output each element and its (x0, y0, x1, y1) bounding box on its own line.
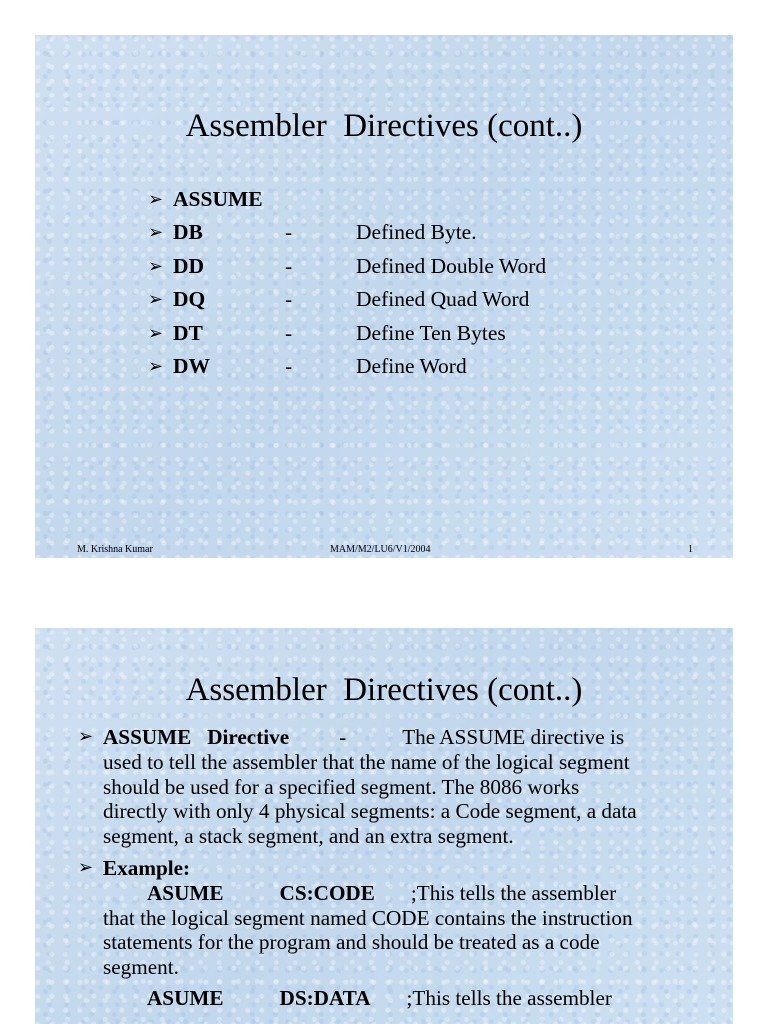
example-2-keyword: ASUME (147, 986, 224, 1011)
slide-2-title: Assembler Directives (cont..) (185, 672, 583, 708)
slide-1 (35, 35, 733, 558)
directive-description: Defined Byte. (356, 220, 477, 245)
example-1-comment: ;This tells the assembler (410, 880, 617, 905)
footer-author: M. Krishna Kumar (77, 544, 153, 555)
arrowhead-bullet-icon: ➢ (148, 222, 164, 244)
directive-dash: - (285, 253, 293, 278)
arrowhead-bullet-icon: ➢ (148, 289, 164, 311)
assume-dash: - (339, 725, 347, 749)
directive-name: DT (173, 320, 203, 345)
directive-name: DB (173, 220, 203, 245)
example-2-comment: ;This tells the assembler (406, 986, 612, 1011)
arrowhead-bullet-icon: ➢ (148, 189, 164, 210)
slide-1-title: Assembler Directives (cont..) (185, 108, 583, 144)
assume-description (103, 725, 703, 849)
directive-description: Defined Quad Word (356, 287, 530, 312)
example-1-keyword: ASUME (147, 880, 224, 905)
assume-line2: used to tell the assembler that the name of the logical segment (103, 749, 630, 774)
directive-dash: - (285, 320, 293, 345)
example-heading: Example: (103, 856, 191, 880)
arrowhead-bullet-icon: ➢ (148, 255, 164, 277)
arrowhead-bullet-icon: ➢ (148, 355, 164, 377)
directive-dash: - (285, 353, 293, 378)
directive-name: ASSUME (173, 187, 263, 211)
arrowhead-bullet-icon: ➢ (78, 726, 94, 747)
example-1-line4: segment. (103, 955, 179, 980)
directive-description: Define Ten Bytes (356, 320, 506, 345)
directive-description: Defined Double Word (356, 253, 547, 278)
directive-name: DQ (173, 287, 206, 312)
slide-2 (35, 628, 733, 1024)
example-1-line3: statements for the program and should be treated as a code (103, 930, 600, 955)
assume-line5: segment, a stack segment, and an extra segment. (103, 824, 514, 849)
assume-line4: directly with only 4 physical segments: a Code segment, a data (103, 799, 637, 824)
example-2-argument: DS:DATA (279, 986, 371, 1011)
directive-description: Define Word (356, 353, 467, 378)
footer-code: MAM/M2/LU6/V1/2004 (330, 544, 431, 555)
footer-page-number: 1 (688, 544, 693, 555)
arrowhead-bullet-icon: ➢ (148, 322, 164, 344)
directive-dash: - (285, 220, 293, 245)
directive-dash: - (285, 287, 293, 312)
assume-line3: should be used for a specified segment. The 8086 works (103, 774, 580, 799)
directive-name: DD (173, 253, 205, 278)
example-1-argument: CS:CODE (279, 880, 375, 905)
assume-heading: ASSUME Directive (103, 725, 290, 749)
directive-name: DW (173, 353, 211, 378)
arrowhead-bullet-icon: ➢ (78, 857, 94, 878)
assume-line1-rest: The ASSUME directive is (402, 725, 625, 749)
example-1-line2: that the logical segment named CODE contains the instruction (103, 905, 633, 930)
example-block (103, 856, 703, 1011)
